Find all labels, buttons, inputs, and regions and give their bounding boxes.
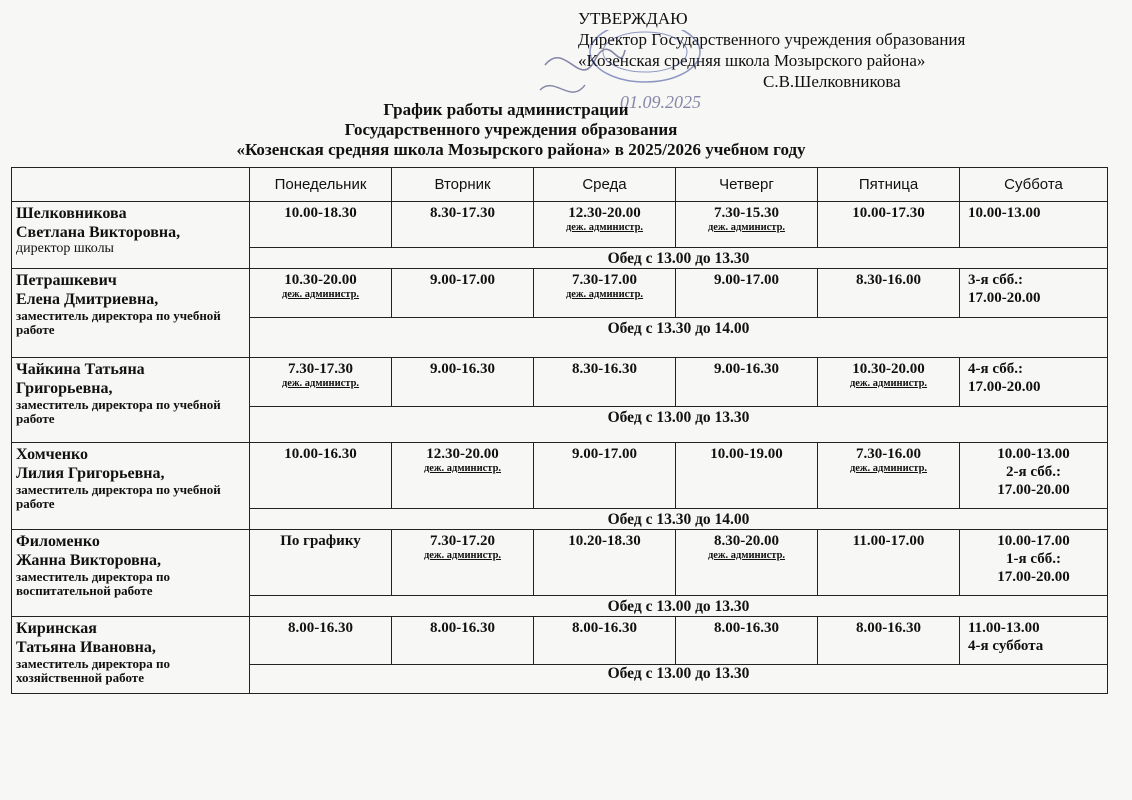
header-saturday: Суббота <box>960 168 1108 202</box>
title-line-1: График работы администрации <box>383 100 629 119</box>
time-cell: 10.00-17.30 <box>818 202 960 248</box>
lunch-cell: Обед с 13.00 до 13.30 <box>250 596 1108 617</box>
person-role: заместитель директора по учебной работе <box>16 308 221 337</box>
header-wednesday: Среда <box>534 168 676 202</box>
approval-heading: УТВЕРЖДАЮ <box>578 9 688 28</box>
time-cell: 10.00-16.30 <box>250 443 392 509</box>
person-role: заместитель директора по воспитательной работе <box>16 569 170 598</box>
title-line-2: Государственного учреждения образования <box>344 120 678 139</box>
time-cell: 9.00-17.00 <box>534 443 676 509</box>
lunch-cell: Обед с 13.00 до 13.30 <box>250 665 1108 694</box>
lunch-cell: Обед с 13.30 до 14.00 <box>250 318 1108 358</box>
table-row <box>12 530 1108 596</box>
person-cell: Шелковникова Светлана Викторовна, директор школы <box>12 202 250 269</box>
time-cell: 11.00-17.00 <box>818 530 960 596</box>
person-cell: Филоменко Жанна Викторовна, заместитель директора по воспитательной работе <box>12 530 250 617</box>
time-cell: 8.30-16.30 <box>534 358 676 407</box>
approval-position: Директор Государственного учреждения образования <box>578 30 966 49</box>
person-role: заместитель директора по учебной работе <box>16 482 221 511</box>
time-cell: 8.00-16.30 <box>534 617 676 665</box>
time-cell: 8.30-17.30 <box>392 202 534 248</box>
header-row <box>12 168 1108 202</box>
time-cell: 12.30-20.00 деж. администр. <box>392 443 534 509</box>
table-row <box>12 617 1108 665</box>
person-cell: Хомченко Лилия Григорьевна, заместитель директора по учебной работе <box>12 443 250 530</box>
lunch-cell: Обед с 13.30 до 14.00 <box>250 509 1108 530</box>
approval-block <box>578 8 1118 92</box>
time-cell: 9.00-16.30 <box>676 358 818 407</box>
time-cell: 9.00-17.00 <box>392 269 534 318</box>
approval-school: «Козенская средняя школа Мозырского района» <box>578 51 926 70</box>
person-role: заместитель директора по хозяйственной работе <box>16 656 170 685</box>
time-cell: 12.30-20.00 деж. администр. <box>534 202 676 248</box>
lunch-cell: Обед с 13.00 до 13.30 <box>250 407 1108 443</box>
header-thursday: Четверг <box>676 168 818 202</box>
time-cell: 7.30-17.30 деж. администр. <box>250 358 392 407</box>
time-cell: 10.30-20.00 деж. администр. <box>250 269 392 318</box>
time-cell: 10.30-20.00 деж. администр. <box>818 358 960 407</box>
person-role: директор школы <box>16 241 114 256</box>
time-cell: 7.30-16.00 деж. администр. <box>818 443 960 509</box>
approval-name: С.В.Шелковникова <box>763 72 901 91</box>
time-cell: 11.00-13.00 4-я суббота <box>960 617 1108 665</box>
person-cell: Киринская Татьяна Ивановна, заместитель директора по хозяйственной работе <box>12 617 250 694</box>
time-cell: 9.00-16.30 <box>392 358 534 407</box>
time-cell: 10.00-13.00 2-я сбб.: 17.00-20.00 <box>960 443 1108 509</box>
time-cell: 8.30-16.00 <box>818 269 960 318</box>
time-cell: 10.20-18.30 <box>534 530 676 596</box>
time-cell: 7.30-17.20 деж. администр. <box>392 530 534 596</box>
header-friday: Пятница <box>818 168 960 202</box>
time-cell: 8.00-16.30 <box>818 617 960 665</box>
time-cell: 10.00-13.00 <box>960 202 1108 248</box>
time-cell: 8.30-20.00 деж. администр. <box>676 530 818 596</box>
header-monday: Понедельник <box>250 168 392 202</box>
table-row <box>12 269 1108 318</box>
time-cell: 8.00-16.30 <box>250 617 392 665</box>
person-cell: Петрашкевич Елена Дмитриевна, заместитель директора по учебной работе <box>12 269 250 358</box>
person-cell: Чайкина Татьяна Григорьевна, заместитель директора по учебной работе <box>12 358 250 443</box>
header-tuesday: Вторник <box>392 168 534 202</box>
time-cell: 8.00-16.30 <box>676 617 818 665</box>
time-cell: 9.00-17.00 <box>676 269 818 318</box>
time-cell: 7.30-17.00 деж. администр. <box>534 269 676 318</box>
time-cell: По графику <box>250 530 392 596</box>
table-row <box>12 202 1108 248</box>
person-role: заместитель директора по учебной работе <box>16 397 221 426</box>
time-cell: 10.00-17.00 1-я сбб.: 17.00-20.00 <box>960 530 1108 596</box>
time-cell: 4-я сбб.: 17.00-20.00 <box>960 358 1108 407</box>
time-cell: 8.00-16.30 <box>392 617 534 665</box>
time-cell: 10.00-19.00 <box>676 443 818 509</box>
table-row <box>12 358 1108 407</box>
lunch-cell: Обед с 13.00 до 13.30 <box>250 248 1108 269</box>
table-row <box>12 443 1108 509</box>
time-cell: 7.30-15.30 деж. администр. <box>676 202 818 248</box>
header-empty <box>12 168 250 202</box>
time-cell: 10.00-18.30 <box>250 202 392 248</box>
title-line-3: «Козенская средняя школа Мозырского района» в 2025/2026 учебном году <box>236 140 806 159</box>
svg-text:01.09.2025: 01.09.2025 <box>620 92 701 112</box>
time-cell: 3-я сбб.: 17.00-20.00 <box>960 269 1108 318</box>
page-title <box>0 100 1132 160</box>
schedule-table <box>11 167 1108 694</box>
